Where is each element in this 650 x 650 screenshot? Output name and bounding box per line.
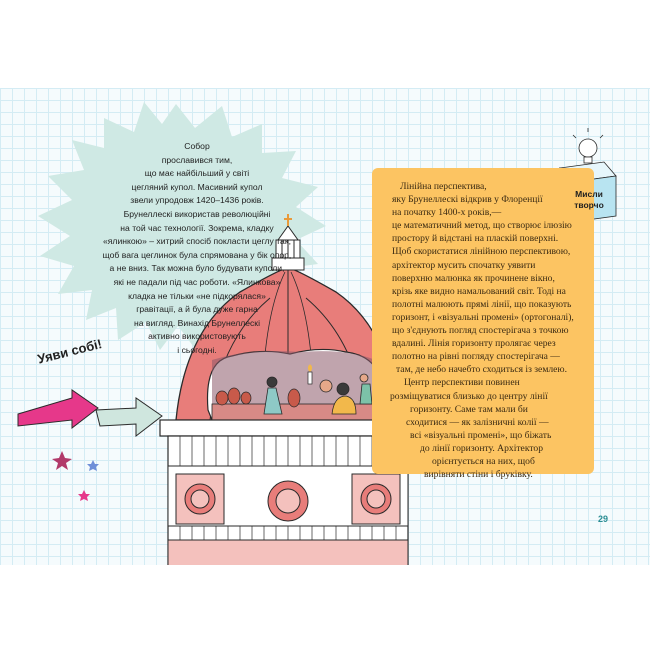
perspective-line: розміщуватися близько до центру лінії bbox=[390, 390, 548, 402]
imagine-label: Уяви собі! bbox=[36, 336, 104, 367]
perspective-line: полотні малюють прямі лінії, що показують bbox=[392, 298, 572, 310]
think-creatively-label bbox=[566, 189, 612, 210]
burst-line: «ялинкою» – хитрий спосіб покласти цеглу так, bbox=[103, 236, 291, 247]
burst-line: і сьогодні. bbox=[177, 344, 217, 355]
burst-line: цегляний купол. Масивний купол bbox=[131, 181, 263, 192]
burst-line: які не падали під час роботи. «Ялинкова» bbox=[113, 276, 281, 287]
perspective-line: простору й відстані на пласкій поверхні. bbox=[392, 233, 559, 245]
sparkles bbox=[52, 451, 99, 501]
burst-line: звели упродовж 1420–1436 років. bbox=[130, 195, 264, 206]
burst-line: а не вниз. Так можна було будувати куполи, bbox=[109, 263, 285, 274]
perspective-line: полотно на рівні погляду спостерігача — bbox=[392, 351, 560, 363]
burst-line: прославився тим, bbox=[161, 154, 233, 165]
think-creatively-line-1: Мисли bbox=[575, 189, 603, 199]
perspective-line: що з'єднують погляд спостерігача з точкою bbox=[392, 325, 569, 337]
burst-line: Собор bbox=[184, 141, 210, 151]
perspective-line: Щоб скористатися лінійною перспективою, bbox=[392, 246, 571, 258]
burst-line: на вигляд. Винахід Брунеллескі bbox=[134, 317, 260, 328]
perspective-line: всі «візуальні промені», що біжать bbox=[410, 429, 552, 441]
burst-line: щоб вага цеглинок була спрямована у бік опор, bbox=[102, 249, 292, 260]
perspective-line: Центр перспективи повинен bbox=[404, 377, 520, 389]
page-number: 29 bbox=[598, 514, 609, 524]
think-creatively-line-2: творчо bbox=[574, 199, 604, 210]
perspective-line: орієнтується на них, щоб bbox=[432, 455, 535, 467]
perspective-line: крізь яке видно намальований світ. Тоді на bbox=[392, 285, 566, 297]
perspective-line: поверхню малюнка як прочинене вікно, bbox=[392, 272, 555, 284]
burst-line: активно використовують bbox=[148, 331, 246, 342]
dome-history-text bbox=[82, 140, 312, 358]
burst-line: Брунеллескі використав революційні bbox=[123, 208, 271, 219]
perspective-line: яку Брунеллескі відкрив у Флоренції bbox=[392, 194, 543, 206]
perspective-line: до лінії горизонту. Архітектор bbox=[420, 442, 544, 454]
magenta-arrow bbox=[18, 390, 98, 428]
perspective-line: архітектор мусить спочатку уявити bbox=[392, 259, 536, 271]
burst-line: що має найбільший у світі bbox=[144, 168, 250, 179]
perspective-line: Лінійна перспектива, bbox=[400, 181, 487, 192]
perspective-line: там, де небо начебто сходиться із землею. bbox=[396, 364, 567, 376]
mint-arrow bbox=[96, 398, 162, 436]
perspective-line: вирівняти стіни і бруківку. bbox=[424, 469, 533, 481]
book-page bbox=[0, 88, 650, 565]
perspective-line: вдалині. Лінія горизонту пролягає через bbox=[392, 338, 556, 350]
perspective-line: сходитися — як залізничні колії — bbox=[406, 416, 549, 428]
perspective-text bbox=[384, 180, 594, 481]
perspective-line: це математичний метод, що створює ілюзію bbox=[392, 220, 572, 232]
burst-line: на той час технології. Зокрема, кладку bbox=[120, 222, 274, 233]
burst-line: гравітації, а й була дуже гарна bbox=[136, 304, 258, 315]
perspective-line: горизонту. Саме там мали би bbox=[410, 403, 528, 415]
perspective-line: горизонт, і «візуальні промені» (ортогоналі), bbox=[392, 311, 574, 323]
candle bbox=[308, 365, 312, 385]
burst-line: кладка не тільки «не підкорялася» bbox=[128, 290, 266, 301]
perspective-line: на початку 1400-х років,— bbox=[392, 207, 502, 219]
